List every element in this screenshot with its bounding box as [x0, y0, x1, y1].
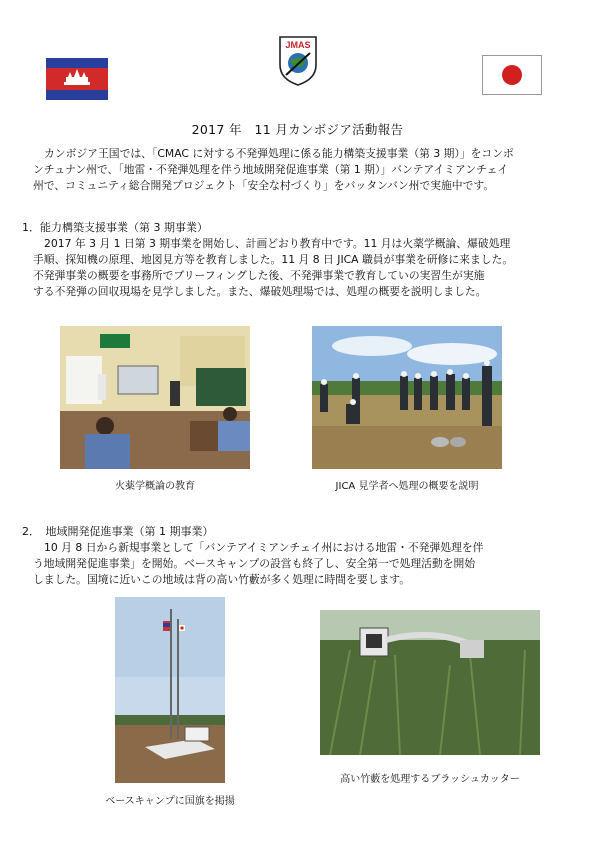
cambodia-flag-icon	[46, 58, 108, 100]
base-camp-photo	[115, 597, 225, 783]
page-title: 2017 年 11 月カンボジア活動報告	[191, 122, 404, 137]
section1-line: 手順、探知機の原理、地図見方等を教育しました。11 月 8 日 JICA 職員が事業を研修に来ました。	[33, 253, 514, 266]
intro-line: ンチュナン州で、「地雷・不発弾処理を伴う地域開発促進事業（第 1 期）」バンテアイミアンチェイ	[33, 163, 509, 176]
field-visit-photo	[312, 326, 502, 469]
intro-paragraph	[33, 146, 514, 194]
classroom-photo	[60, 326, 250, 469]
section1-line: 不発弾事業の概要を事務所でブリーフィングした後、不発弾事業で教育していの実習生が実施	[33, 269, 485, 282]
brush-cutter-photo	[320, 610, 540, 755]
section1-line: 2017 年 3 月 1 日第 3 期事業を開始し、計画どおり教育中です。11 月は火薬学概論、爆破処理	[44, 237, 511, 250]
photo3-caption: ベースキャンプに国旗を掲揚	[105, 796, 235, 807]
section1-body	[33, 236, 513, 300]
section1-heading: 1．能力構築支援事業（第 3 期事業）	[22, 221, 208, 234]
jmas-logo	[278, 35, 318, 87]
photo4-caption: 高い竹藪を処理するブラッシュカッター	[340, 774, 520, 785]
section2-line: 10 月 8 日から新規事業として「バンテアイミアンチェイ州における地雷・不発弾処理を伴	[44, 541, 484, 554]
section2-line: しました。国境に近いこの地域は背の高い竹藪が多く処理に時間を要します。	[33, 573, 411, 586]
intro-line: カンボジア王国では、「CMAC に対する不発弾処理に係る能力構築支援事業（第 3 期）」をコンポ	[44, 147, 514, 160]
intro-line: 州で、コミュニティ総合開発プロジェクト「安全な村づくり」をバッタンバン州で実施中です。	[33, 179, 495, 192]
photo2-caption: JICA 見学者へ処理の概要を説明	[335, 481, 479, 492]
section1-line: する不発弾の回収現場を見学しました。また、爆破処理場では、処理の概要を説明しました。	[33, 285, 487, 298]
photo1-caption: 火薬学概論の教育	[115, 481, 195, 492]
section2-line: う地域開発促進事業」を開始。ベースキャンプの設営も終了し、安全第一で処理活動を開始	[33, 557, 476, 570]
section2-body	[33, 540, 483, 588]
svg-text:JMAS: JMAS	[285, 40, 311, 50]
section2-heading: 2． 地域開発促進事業（第 1 期事業）	[22, 525, 214, 538]
japan-flag-icon	[482, 55, 542, 95]
